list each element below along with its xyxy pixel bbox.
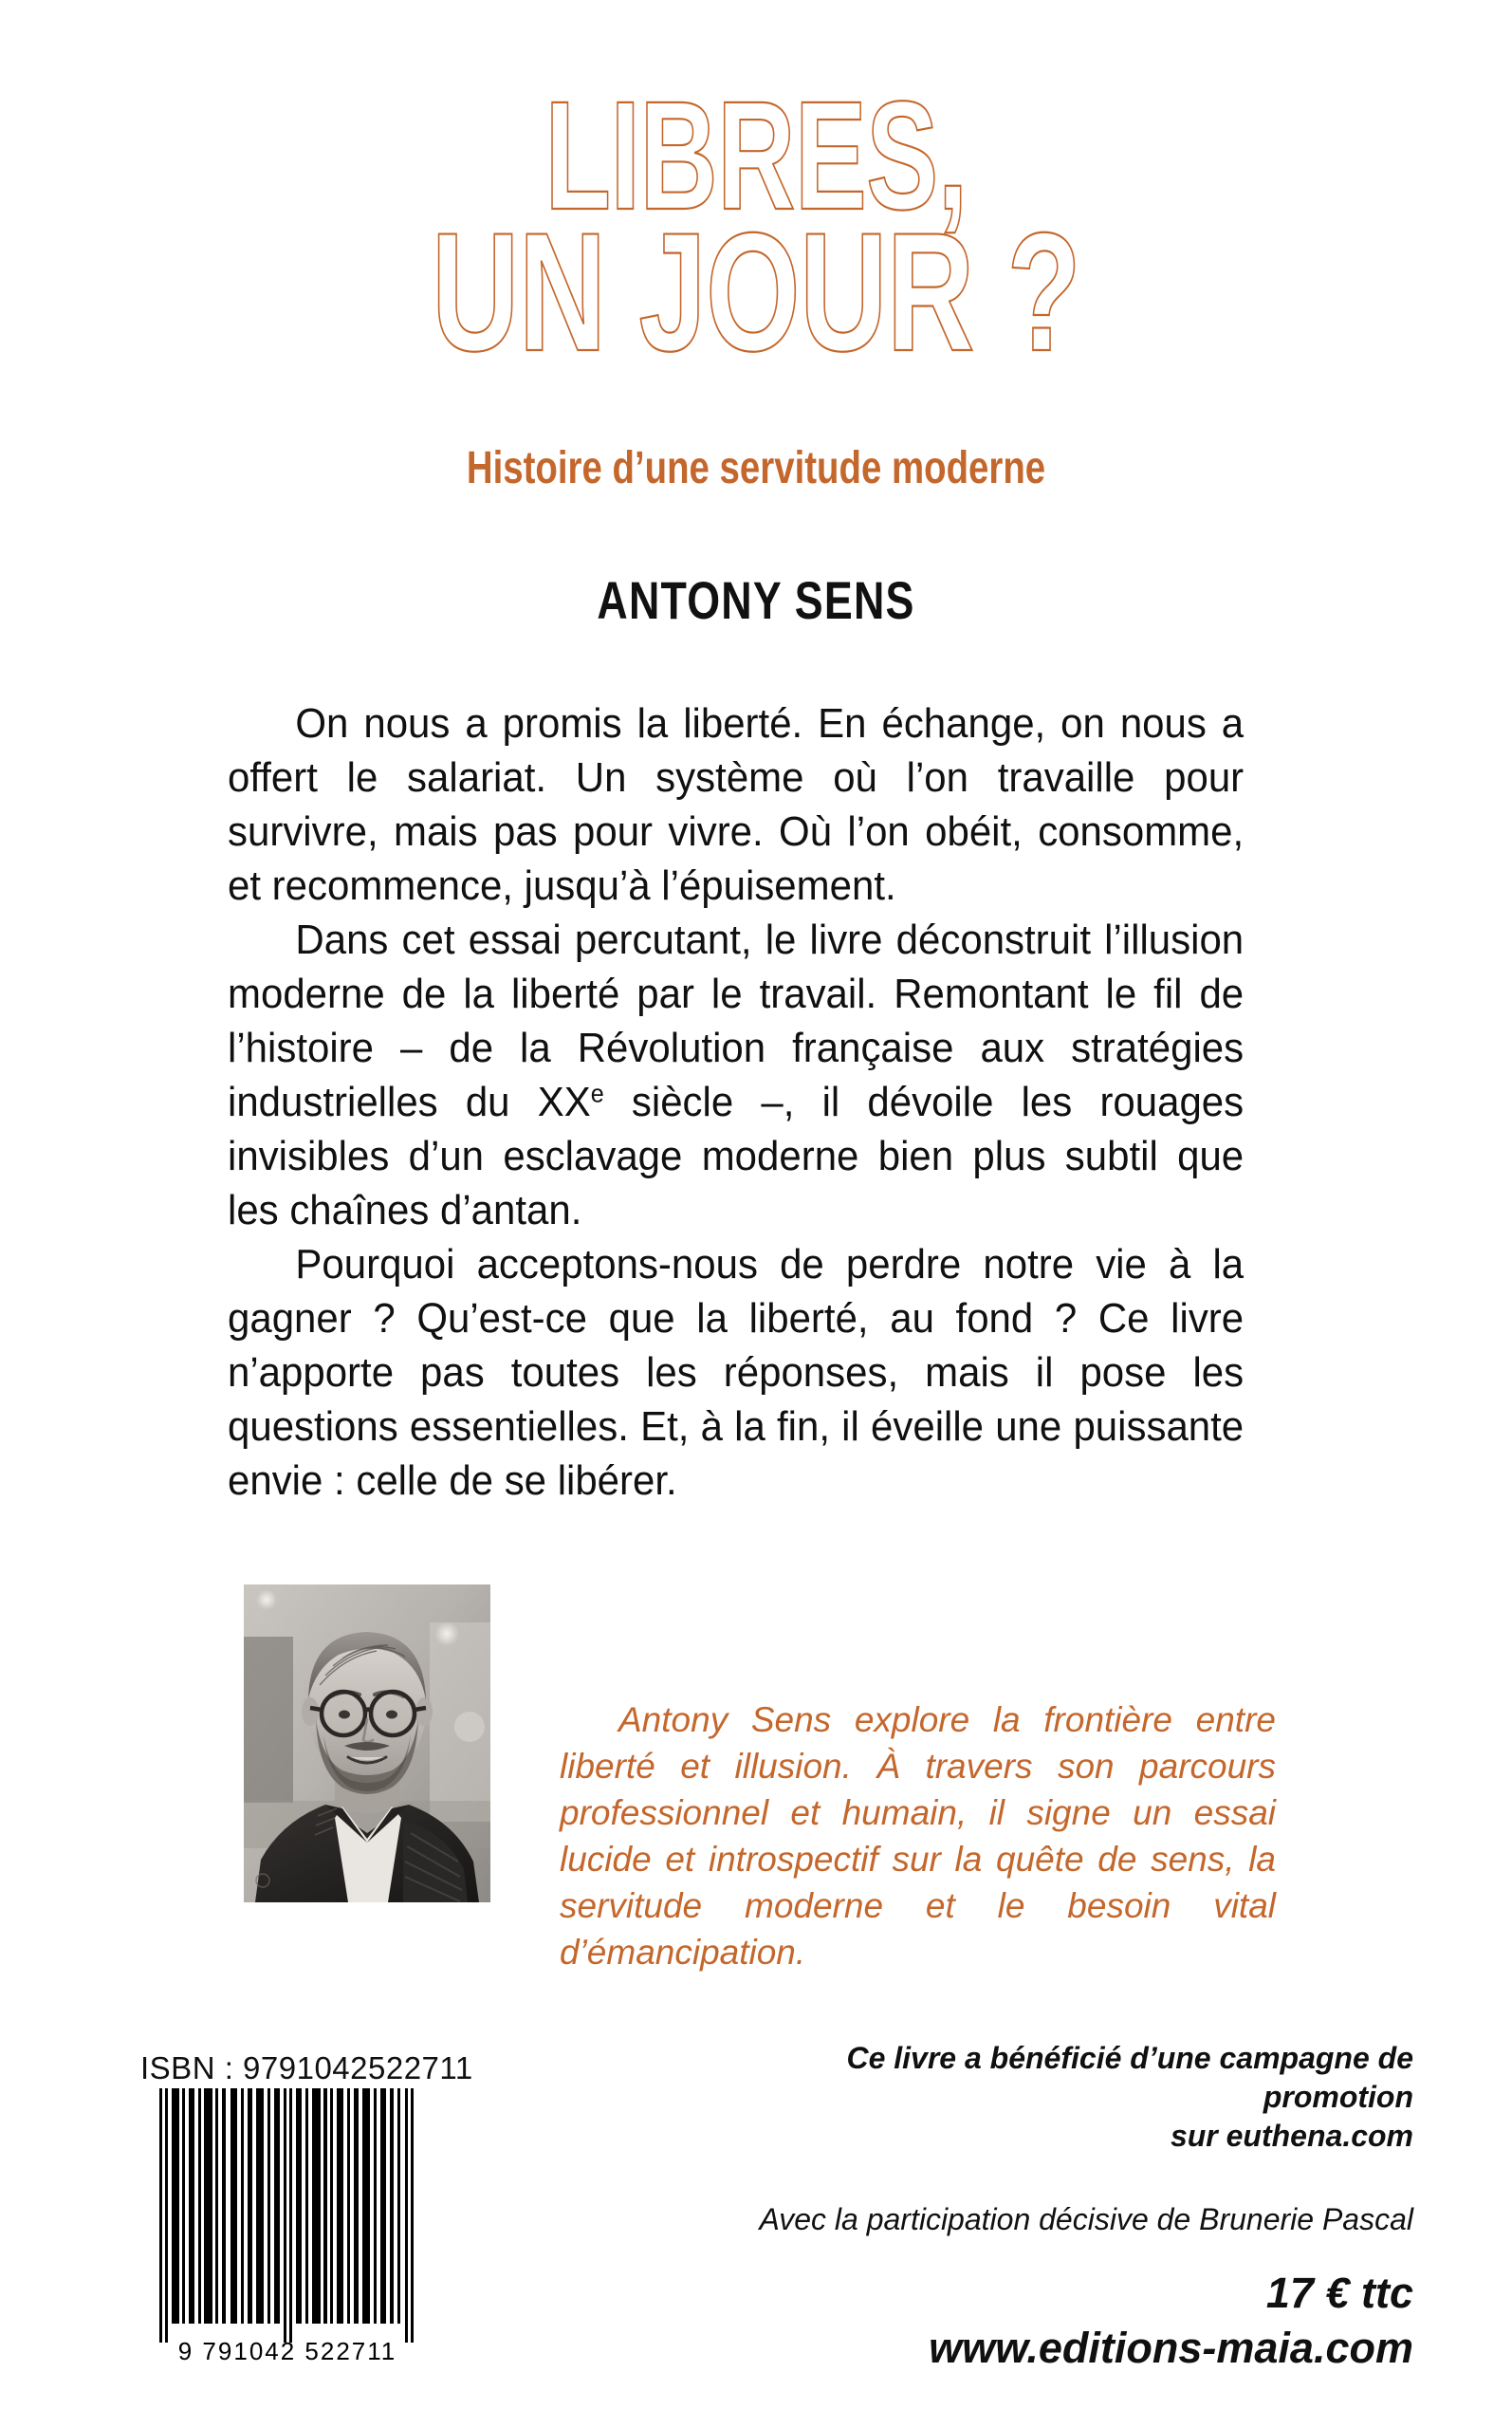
title-line-1: LIBRES, [544,68,968,242]
author-photo [244,1584,490,1902]
author-bio-row [232,1584,1285,1972]
barcode-graphic [140,2088,434,2363]
barcode-digits: 9 791042 522711 [177,2337,397,2363]
promotion-line-1: Ce livre a bénéficié d’une campagne de promotion [846,2041,1413,2114]
isbn-label: ISBN : 9791042522711 [140,2050,473,2085]
publisher-website[interactable]: www.editions-maia.com [929,2324,1413,2372]
blurb-paragraph-1: On nous a promis la liberté. En échange, on nous a offert le salariat. Un système où l’on travaille pour survivre, mais pas pour vivre. Où l’on obéit, consomme, et recommence, jusqu’à l’épuisement. [228,701,1245,909]
promotion-block [730,2039,1413,2239]
blurb-paragraph-2 [228,914,1244,1238]
contributor-credit: Avec la participation décisive de Brunerie Pascal [759,2202,1413,2236]
promotion-line-2: sur euthena.com [1170,2119,1413,2153]
author-name: ANTONY SENS [597,570,915,630]
blurb-text [228,697,1244,1509]
price-label: 17 € ttc [1265,2269,1413,2317]
title-line-2: UN JOUR ? [431,196,1081,386]
century-ordinal-suffix: e [590,1079,604,1108]
blurb-paragraph-2-part-b: siècle –, il dévoile les rouages invisibles d’un esclavage moderne bien plus subtil que les chaînes d’antan. [228,1080,1245,1233]
book-subtitle: Histoire d’une servitude moderne [466,443,1046,493]
book-title [0,68,1512,386]
blurb-paragraph-3: Pourquoi acceptons-nous de perdre notre vie à la gagner ? Qu’est-ce que la liberté, au fond ? Ce livre n’apporte pas toutes les réponses, mais il pose les questions essentielles. Et, à la fin, il éveille une puissante envie : celle de se libérer. [228,1242,1245,1504]
author-bio-paragraph: Antony Sens explore la frontière entre liberté et illusion. À travers son parcours professionnel et humain, il signe un essai lucide et introspectif sur la quête de sens, la servitude moderne et le besoin vital d’émancipation. [560,1700,1276,1972]
author-portrait-illustration [244,1584,490,1902]
isbn-barcode [140,2088,434,2363]
blurb-paragraph-2-part-a: Dans cet essai percutant, le livre déconstruit l’illusion moderne de la liberté par le travail. Remontant le fil de l’histoire – de la Révolution française aux stratégies industrielles du XX [228,917,1245,1125]
author-bio-text [560,1696,1276,1975]
